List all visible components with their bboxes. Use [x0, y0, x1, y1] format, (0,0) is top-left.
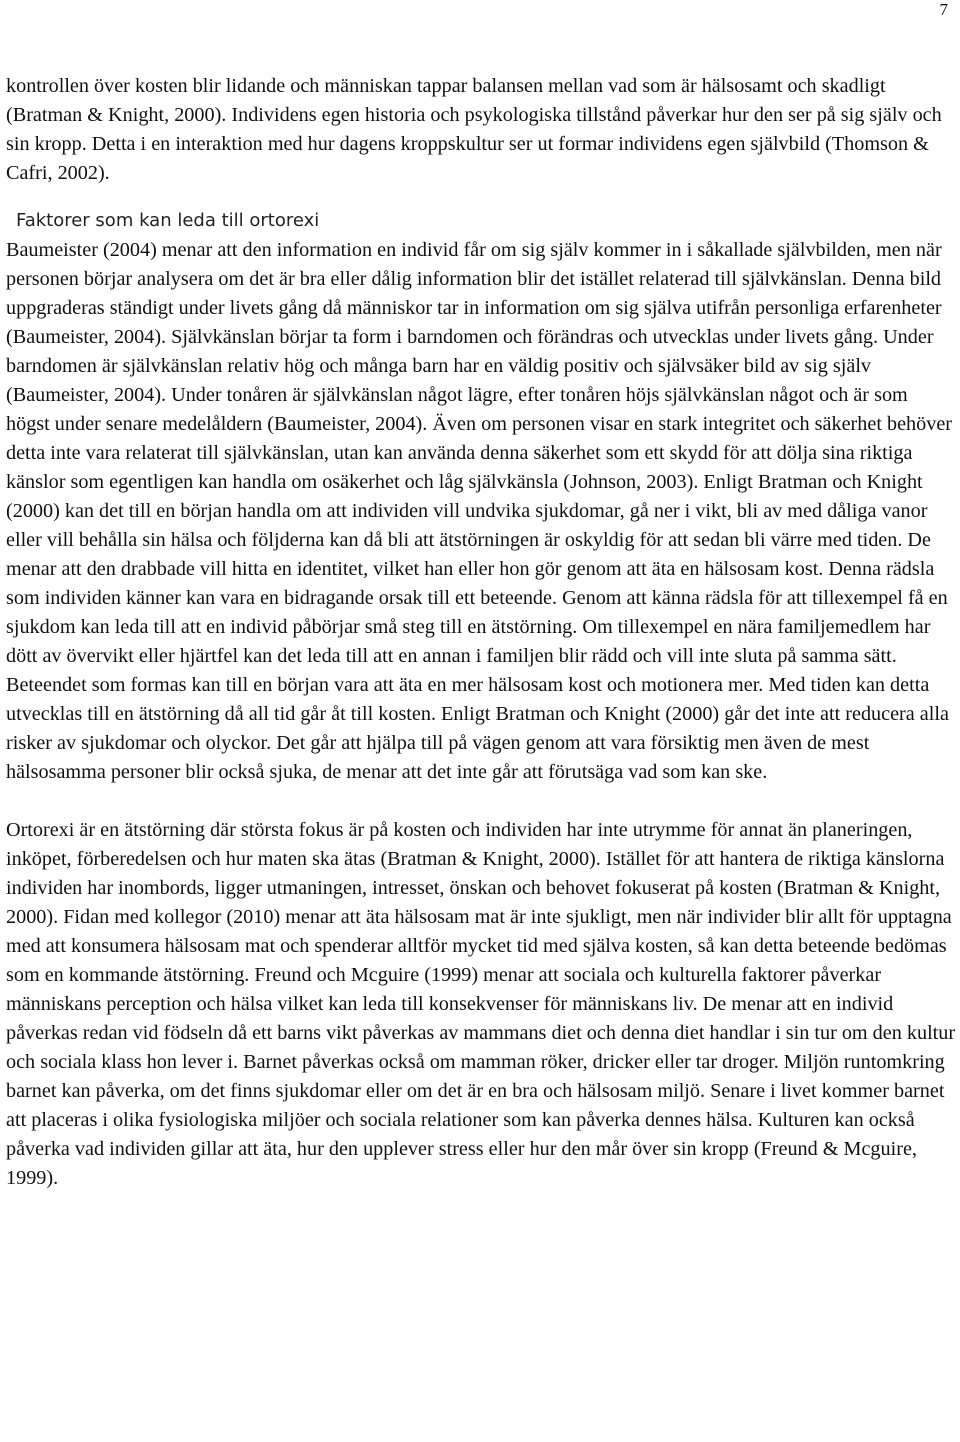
intro-paragraph: kontrollen över kosten blir lidande och människan tappar balansen mellan vad som är hälsosamt och skadligt (Bratman & Knight, 2000). Individens egen historia och psykologiska tillstånd påverkar hur den ser på sig själv och sin kropp. Detta i en interaktion med hur dagens kroppskultur ser ut formar individens egen självbild (Thomson & Cafri, 2002).: [6, 75, 942, 184]
section-body-paragraph: Baumeister (2004) menar att den information en individ får om sig själv kommer in i såkallade självbilden, men när personen börjar analysera om det är bra eller dålig information blir det istället relaterad till självkänslan. Denna bild uppgraderas ständigt under livets gång då människor tar in information om sig själva utifrån personliga erfarenheter (Baumeister, 2004). Självkänslan börjar ta form i barndomen och förändras och utvecklas under livets gång. Under barndomen är självkänslan relativ hög och många barn har en väldig positiv och självsäker bild av sig själv (Baumeister, 2004). Under tonåren är självkänslan något lägre, efter tonåren höjs självkänslan något och är som högst under senare medelåldern (Baumeister, 2004). Även om personen visar en stark integritet och säkerhet behöver detta inte vara relaterat till självkänslan, utan kan använda denna säkerhet som ett skydd för att dölja sina riktiga känslor som egentligen kan handla om osäkerhet och låg självkänsla (Johnson, 2003). Enligt Bratman och Knight (2000) kan det till en början handla om att individen vill undvika sjukdomar, gå ner i vikt, bli av med dåliga vanor eller vill behålla sin hälsa och följderna kan då bli att ätstörningen är oskyldig för att sedan bli värre med tiden. De menar att den drabbade vill hitta en identitet, vilket han eller hon gör genom att äta en hälsosam kost. Denna rädsla som individen känner kan vara en bidragande orsak till ett beteende. Genom att känna rädsla för att tillexempel få en sjukdom kan leda till att en individ påbörjar små steg till en ätstörning. Om tillexempel en nära familjemedlem har dött av övervikt eller hjärtfel kan det leda till att en annan i familjen blir rädd och vill inte sluta på samma sätt. Beteendet som formas kan till en början vara att äta en mer hälsosam kost och motionera mer. Med tiden kan detta utvecklas till en ätstörning då all tid går åt till kosten. Enligt Bratman och Knight (2000) går det inte att reducera alla risker av sjukdomar och olyckor. Det går att hjälpa till på vägen genom att vara försiktig men även de mest hälsosamma personer blir också sjuka, de menar att det inte går att förutsäga vad som kan ske.: [6, 239, 953, 783]
paragraph-spacer: [6, 787, 956, 816]
page-number: 7: [939, 0, 948, 19]
section-heading: Faktorer som kan leda till ortorexi: [16, 210, 320, 231]
closing-paragraph: Ortorexi är en ätstörning där största fokus är på kosten och individen har inte utrymme för annat än planeringen, inköpet, förberedelsen och hur maten ska ätas (Bratman & Knight, 2000). Istället för att hantera de riktiga känslorna individen har inombords, ligger utmaningen, intresset, önskan och behovet fokuserat på kosten (Bratman & Knight, 2000). Fidan med kollegor (2010) menar att äta hälsosam mat är inte sjukligt, men när individer blir allt för upptagna med att konsumera hälsosam mat och spenderar alltför mycket tid med själva kosten, så kan detta beteende bedömas som en kommande ätstörning. Freund och Mcguire (1999) menar att sociala och kulturella faktorer påverkar människans perception och hälsa vilket kan leda till konsekvenser för människans liv. De menar att en individ påverkas redan vid födseln då ett barns vikt påverkas av mammans diet och denna diet handlar i sin tur om den kultur och sociala klass hon lever i. Barnet påverkas också om mamman röker, dricker eller tar droger. Miljön runtomkring barnet kan påverka, om det finns sjukdomar eller om det är en bra och hälsosam miljö. Senare i livet kommer barnet att placeras i olika fysiologiska miljöer och sociala relationer som kan påverka dennes hälsa. Kulturen kan också påverka vad individen gillar att äta, hur den upplever stress eller hur den mår över sin kropp (Freund & Mcguire, 1999).: [6, 819, 956, 1189]
document-body: [6, 72, 956, 1193]
